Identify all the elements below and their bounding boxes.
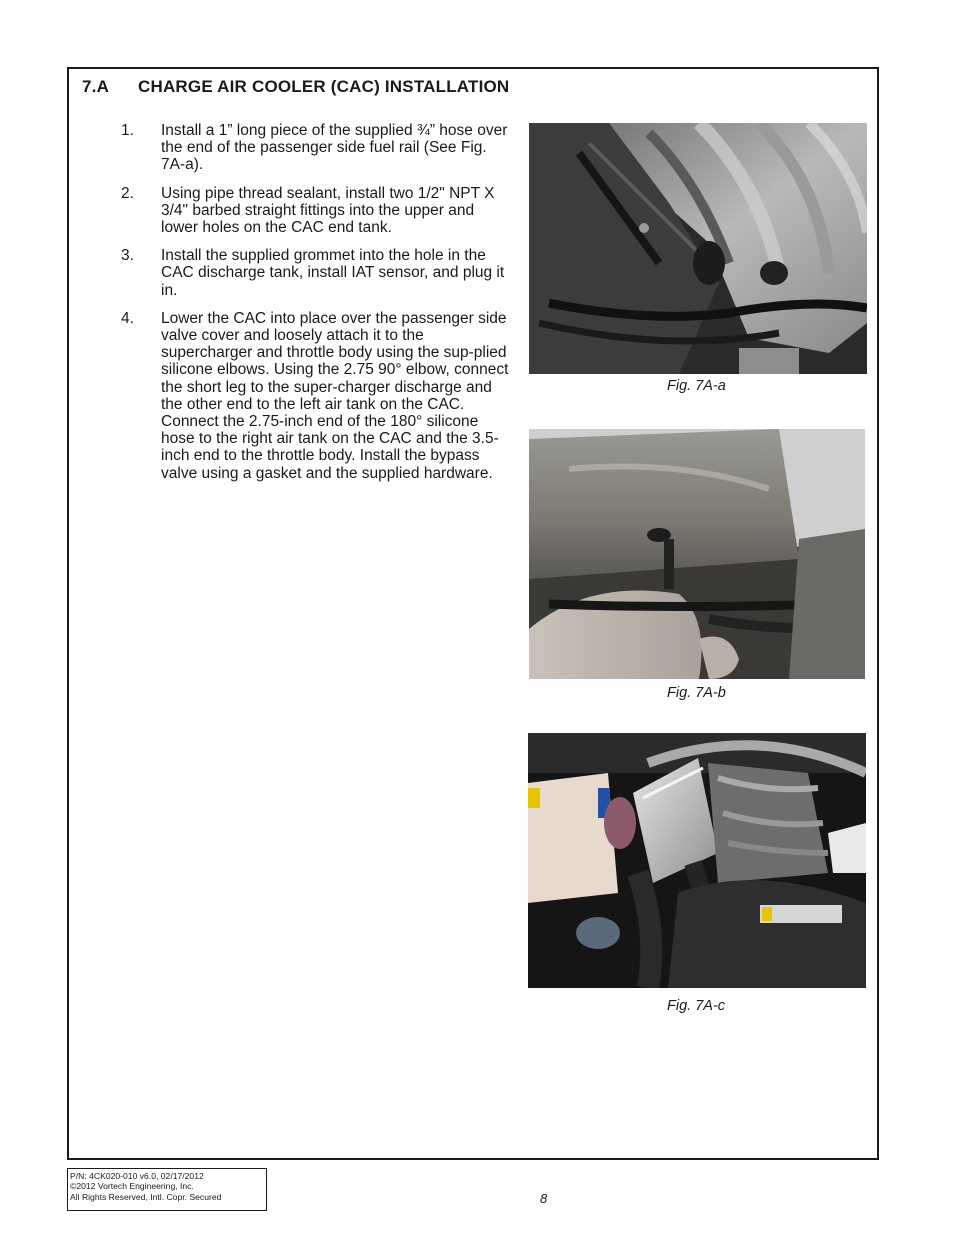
section-heading — [82, 77, 509, 97]
figure-7a-a-photo — [529, 123, 867, 374]
step-number: 1. — [121, 122, 134, 139]
figure-7a-c-caption: Fig. 7A-c — [667, 998, 726, 1014]
step-number: 4. — [121, 309, 134, 327]
step-number: 3. — [121, 247, 134, 265]
step-text: Install the supplied grommet into the hole in the CAC discharge tank, install IAT sensor, and plug it in. — [161, 247, 505, 299]
installation-steps — [121, 122, 513, 493]
step-text: Using pipe thread sealant, install two 1/2" NPT X 3/4" barbed straight fittings into the upper and lower holes on the CAC end tank. — [161, 184, 495, 237]
step-text: Lower the CAC into place over the passenger side valve cover and loosely attach it to the supercharger and throttle body using the sup-plied silicone elbows. Using the 2.75 90° elbow, connect the short leg to the super-charger discharge and the other end to the left air tank on the CAC. Connect the 2.75-inch end of the 180° silicone hose to the right air tank on the CAC and the 3.5-inch end to the throttle body. Install the bypass valve using a gasket and the supplied hardware. — [161, 309, 509, 482]
step-text: Install a 1” long piece of the supplied ¾” hose over the end of the passenger side fuel rail (See Fig. 7A-a). — [161, 122, 508, 174]
step-item — [121, 247, 513, 299]
step-item — [121, 310, 513, 482]
footer-info-box — [67, 1168, 267, 1211]
figure-7a-b-photo — [529, 429, 865, 679]
part-number: P/N: 4CK020-010 v6.0, 02/17/2012 — [70, 1171, 204, 1181]
rights-notice: All Rights Reserved, Intl. Copr. Secured — [70, 1191, 222, 1202]
figure-7a-a-caption: Fig. 7A-a — [667, 378, 726, 394]
section-number: 7.A — [82, 77, 110, 96]
copyright: ©2012 Vortech Engineering, Inc. — [70, 1181, 194, 1192]
step-number: 2. — [121, 184, 134, 202]
section-title: CHARGE AIR COOLER (CAC) INSTALLATION — [138, 77, 510, 96]
step-item — [121, 185, 513, 237]
figure-7a-b-caption: Fig. 7A-b — [667, 685, 726, 701]
figure-7a-c-photo — [528, 733, 866, 988]
page-number: 8 — [540, 1191, 548, 1206]
step-item — [121, 122, 513, 174]
